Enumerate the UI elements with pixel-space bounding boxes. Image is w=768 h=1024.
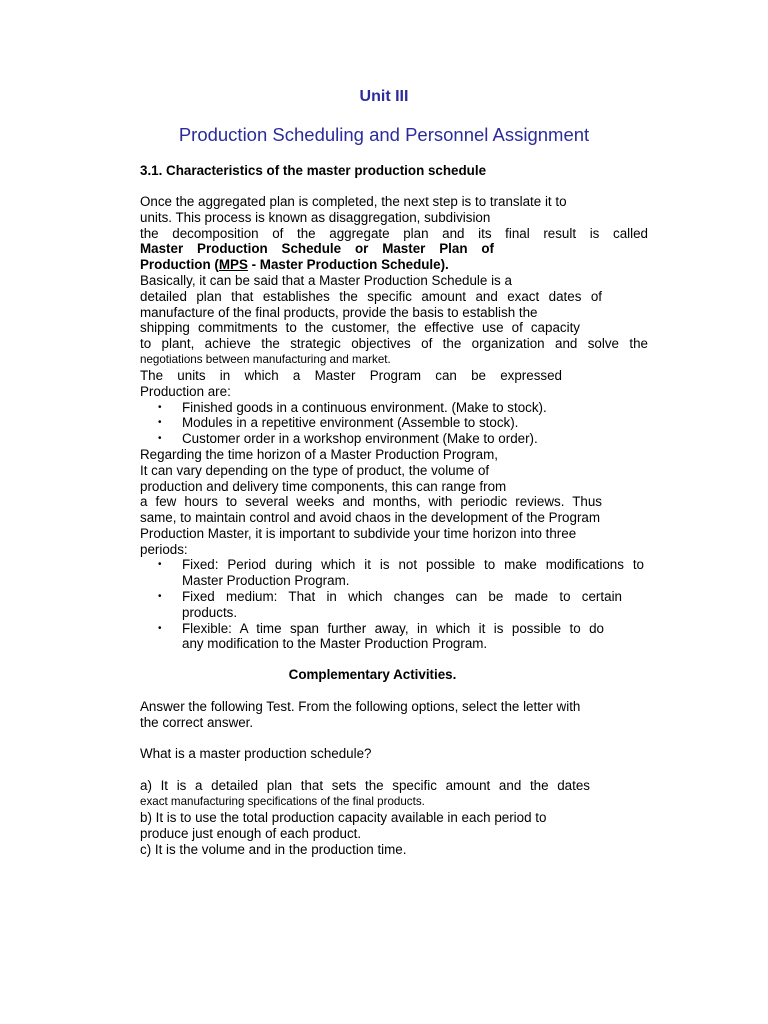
paragraph-line: units. This process is known as disaggregation, subdivision — [140, 210, 491, 225]
answer-option-a: a) It is a detailed plan that sets the specific amount and the dates — [140, 778, 590, 793]
answer-option-c: c) It is the volume and in the production time. — [140, 842, 407, 857]
document-subtitle: Production Scheduling and Personnel Assignment — [178, 124, 590, 145]
paragraph-line: periods: — [140, 542, 188, 557]
paragraph-line: Production are: — [140, 384, 231, 399]
paragraph-line: detailed plan that establishes the specific amount and exact dates of — [140, 289, 602, 304]
bullet-marker: • — [158, 433, 162, 444]
list-item-continuation: any modification to the Master Production Program. — [182, 636, 488, 651]
paragraph-line: Basically, it can be said that a Master Production Schedule is a — [140, 273, 512, 288]
paragraph-line: Once the aggregated plan is completed, the next step is to translate it to — [140, 194, 567, 209]
paragraph-line: Production Master, it is important to subdivide your time horizon into three — [140, 526, 577, 541]
unit-title: Unit III — [359, 88, 409, 105]
bullet-marker: • — [158, 402, 162, 413]
list-item-continuation: products. — [182, 605, 238, 620]
complementary-heading: Complementary Activities. — [288, 667, 457, 682]
paragraph-line: to plant, achieve the strategic objectives of the organization and solve the — [140, 336, 648, 351]
answer-option-a-continuation: exact manufacturing specifications of the final products. — [140, 795, 425, 808]
paragraph-line-bold: Master Production Schedule or Master Plan of — [140, 241, 494, 256]
paragraph-line-bold — [140, 257, 449, 273]
bullet-marker: • — [158, 559, 162, 570]
answer-option-b-continuation: produce just enough of each product. — [140, 826, 362, 841]
list-item: Fixed medium: That in which changes can be made to certain — [182, 589, 622, 604]
list-item: Modules in a repetitive environment (Assemble to stock). — [182, 415, 519, 430]
bullet-marker: • — [158, 417, 162, 428]
answer-option-b: b) It is to use the total production capacity available in each period to — [140, 810, 547, 825]
list-item: Finished goods in a continuous environment. (Make to stock). — [182, 400, 547, 415]
paragraph-line: The units in which a Master Program can be expressed — [140, 368, 562, 383]
bullet-marker: • — [158, 591, 162, 602]
paragraph-line: same, to maintain control and avoid chaos in the development of the Program — [140, 510, 601, 525]
instructions-line: the correct answer. — [140, 715, 254, 730]
paragraph-line: the decomposition of the aggregate plan and its final result is called — [140, 226, 648, 241]
paragraph-line: shipping commitments to the customer, the effective use of capacity — [140, 320, 580, 335]
mps-acronym: MPS — [218, 257, 248, 272]
paragraph-line: Regarding the time horizon of a Master Production Program, — [140, 447, 499, 462]
question-text: What is a master production schedule? — [140, 746, 372, 761]
instructions-line: Answer the following Test. From the following options, select the letter with — [140, 699, 581, 714]
list-item: Flexible: A time span further away, in which it is possible to do — [182, 621, 604, 636]
paragraph-line: manufacture of the final products, provide the basis to establish the — [140, 305, 538, 320]
mps-prefix: Production ( — [140, 257, 219, 272]
mps-suffix: - Master Production Schedule). — [247, 257, 449, 272]
list-item: Fixed: Period during which it is not possible to make modifications to — [182, 557, 644, 572]
paragraph-line: a few hours to several weeks and months, with periodic reviews. Thus — [140, 494, 602, 509]
list-item: Customer order in a workshop environment (Make to order). — [182, 431, 538, 446]
paragraph-line: production and delivery time components, this can range from — [140, 479, 507, 494]
list-item-continuation: Master Production Program. — [182, 573, 350, 588]
bullet-marker: • — [158, 623, 162, 634]
paragraph-line-small: negotiations between manufacturing and market. — [140, 353, 391, 366]
section-heading: 3.1. Characteristics of the master production schedule — [140, 163, 487, 178]
paragraph-line: It can vary depending on the type of product, the volume of — [140, 463, 490, 478]
